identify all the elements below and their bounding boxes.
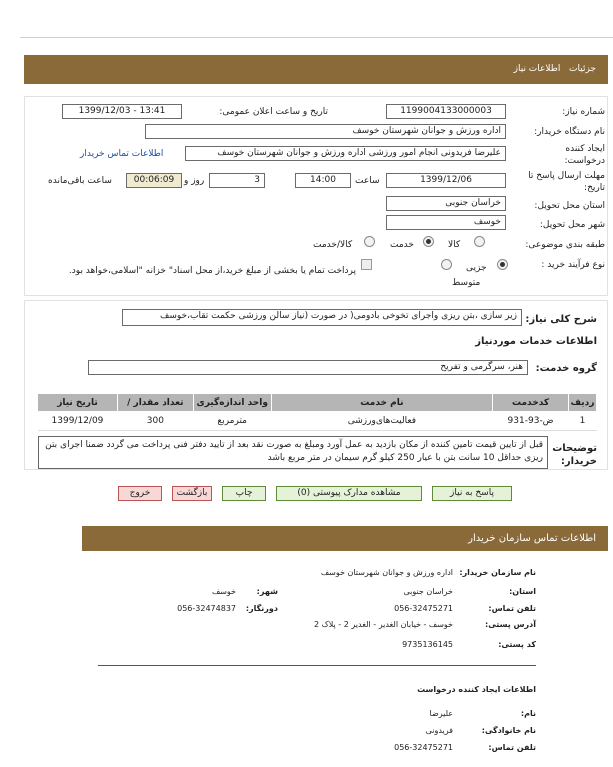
services-table	[37, 393, 597, 431]
buyer-notes-label: توضیحات خریدار:	[552, 443, 597, 467]
contact-title: اطلاعات تماس سازمان خریدار	[468, 533, 596, 544]
buyer-label: نام دستگاه خریدار:	[534, 127, 605, 137]
days-label: روز و	[184, 176, 205, 186]
contact-postal-label: کد پستی:	[498, 640, 536, 649]
cell-service-code: ض-93-931	[493, 412, 569, 431]
creator-family-label: نام خانوادگی:	[481, 726, 536, 735]
contact-province-label: استان:	[509, 587, 536, 596]
buyer-contact-link[interactable]: اطلاعات تماس خریدار	[80, 149, 164, 159]
top-divider	[20, 37, 613, 38]
creator-label: ایجاد کننده درخواست:	[564, 144, 605, 166]
contact-phone: 056-32475271	[394, 604, 453, 613]
creator-phone: 056-32475271	[394, 743, 453, 752]
table-header-row	[38, 394, 597, 412]
contact-phone-label: تلفن تماس:	[488, 604, 536, 613]
purchase-medium-radio[interactable]	[441, 259, 452, 270]
contact-postal: 9735136145	[402, 640, 453, 649]
col-row: ردیف	[569, 394, 597, 412]
need-number-field: 1199004133000003	[386, 104, 506, 119]
contact-fax: 056-32474837	[177, 604, 236, 613]
buyer-notes-field: قبل از تایین قیمت تامین کننده از مکان بازدید به عمل آورد ومبلغ به صورت نقد بعد از تایید دفتر فنی پرداخت می گردد ضمنا اجرای بتن ریزی حداقل 10 سانت بتن با عیار 250 کیلو گرم سیمان در متر مربع باشد	[38, 436, 548, 469]
purchase-minor-label: جزیی	[466, 263, 487, 273]
contact-divider	[98, 665, 536, 666]
announce-label: تاریخ و ساعت اعلان عمومی:	[219, 107, 328, 117]
days-field: 3	[209, 173, 265, 188]
deadline-time-field: 14:00	[295, 173, 351, 188]
buyer-field: اداره ورزش و جوانان شهرستان خوسف	[145, 124, 506, 139]
purchase-type-label: نوع فرآیند خرید :	[541, 260, 605, 270]
province-field: خراسان جنوبی	[386, 196, 506, 211]
tab-details[interactable]: جزئیات	[569, 64, 596, 74]
contact-province: خراسان جنوبی	[403, 587, 453, 596]
contact-fax-label: دورنگار:	[245, 604, 278, 613]
cell-service-name: فعالیت‌های‌ورزشی	[271, 412, 492, 431]
remaining-label: ساعت باقی‌مانده	[48, 176, 112, 186]
treasury-note: پرداخت تمام یا بخشی از مبلغ خرید،از محل اسناد" خزانه "اسلامی،خواهد بود.	[68, 266, 356, 276]
province-label: استان محل تحویل:	[534, 201, 605, 211]
exit-button[interactable]: خروج	[118, 486, 162, 501]
contact-city: خوسف	[211, 587, 236, 596]
print-button[interactable]: چاپ	[222, 486, 266, 501]
category-goods-service-label: کالا/خدمت	[313, 240, 353, 250]
treasury-checkbox[interactable]	[361, 259, 372, 270]
category-service-label: خدمت	[390, 240, 414, 250]
col-need-date: تاریخ نیاز	[38, 394, 118, 412]
creator-phone-label: تلفن تماس:	[488, 743, 536, 752]
reply-button[interactable]: پاسخ به نیاز	[432, 486, 512, 501]
tab-need-info[interactable]: اطلاعات نیاز	[513, 64, 561, 74]
cell-need-date: 1399/12/09	[38, 412, 118, 431]
cell-unit: مترمربع	[193, 412, 271, 431]
category-goods-label: کالا	[448, 240, 461, 250]
summary-label: شرح کلی نیاز:	[525, 314, 597, 325]
col-quantity: تعداد مقدار /	[117, 394, 193, 412]
contact-org-label: نام سازمان خریدار:	[459, 568, 536, 577]
attachments-button[interactable]: مشاهده مدارک پیوستی (0)	[276, 486, 422, 501]
creator-field: علیرضا فریدونی انجام امور ورزشی اداره ورزش و جوانان شهرستان خوسف	[185, 146, 506, 161]
city-label: شهر محل تحویل:	[539, 220, 605, 230]
summary-field: زیر سازی ،بتن ریزی واجرای تخوخی بادومی( در صورت (نیاز سالن ورزشی حکمت تقاب،خوسف	[122, 309, 522, 326]
contact-city-label: شهر:	[256, 587, 278, 596]
contact-org: اداره ورزش و جوانان شهرستان خوسف	[320, 568, 453, 577]
contact-header	[82, 526, 608, 551]
category-goods-service-radio[interactable]	[364, 236, 375, 247]
col-service-name: نام خدمت	[271, 394, 492, 412]
cell-quantity: 300	[117, 412, 193, 431]
back-button[interactable]: بازگشت	[172, 486, 212, 501]
category-goods-radio[interactable]	[474, 236, 485, 247]
need-number-label: شماره نیاز:	[562, 107, 605, 117]
details-header	[24, 55, 608, 84]
cell-row: 1	[569, 412, 597, 431]
service-group-field: هنر، سرگرمی و تفریح	[88, 360, 528, 375]
remaining-time-field: 00:06:09	[126, 173, 182, 188]
purchase-minor-radio[interactable]	[497, 259, 508, 270]
creator-name-label: نام:	[520, 709, 536, 718]
table-row	[38, 412, 597, 431]
contact-address: خوسف - خیابان الغدیر - الغدیر 2 - پلاک 2	[313, 620, 453, 629]
creator-name: علیرضا	[429, 709, 453, 718]
category-label: طبقه بندی موضوعی:	[525, 240, 605, 250]
category-service-radio[interactable]	[423, 236, 434, 247]
creator-info-title: اطلاعات ایجاد کننده درخواست	[417, 685, 536, 694]
col-unit: واحد اندازه‌گیری	[193, 394, 271, 412]
purchase-medium-label: متوسط	[452, 278, 481, 288]
service-group-label: گروه خدمت:	[535, 363, 597, 374]
deadline-label: مهلت ارسال پاسخ تا تاریخ:	[528, 171, 605, 193]
creator-family: فریدونی	[425, 726, 453, 735]
contact-address-label: آدرس پستی:	[485, 620, 536, 629]
announce-field: 1399/12/03 - 13:41	[62, 104, 182, 119]
col-service-code: کدخدمت	[493, 394, 569, 412]
city-field: خوسف	[386, 215, 506, 230]
deadline-time-label: ساعت	[355, 176, 380, 186]
services-title: اطلاعات خدمات موردنیاز	[475, 336, 597, 347]
deadline-date-field: 1399/12/06	[386, 173, 506, 188]
